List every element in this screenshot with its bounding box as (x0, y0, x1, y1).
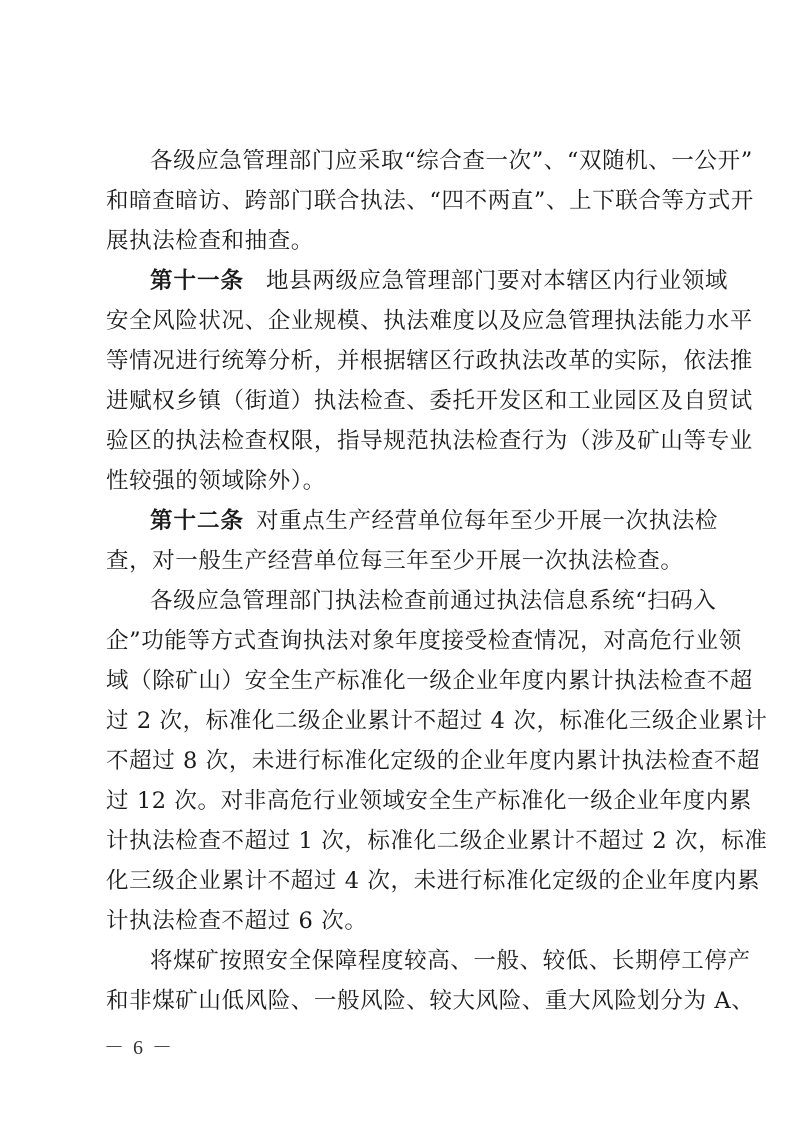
article-11-heading: 第十一条 (150, 268, 245, 294)
paragraph-line: 不超过 8 次，未进行标准化定级的企业年度内累计执法检查不超 (106, 748, 761, 774)
paragraph-line: 查，对一般生产经营单位每三年至少开展一次执法检查。 (106, 548, 684, 574)
paragraph-line: 域（除矿山）安全生产标准化一级企业年度内累计执法检查不超 (106, 668, 753, 694)
paragraph-line: 过 2 次，标准化二级企业累计不超过 4 次，标准化三级企业累计 (106, 708, 768, 734)
paragraph-line: 和暗查暗访、跨部门联合执法、“四不两直”、上下联合等方式开 (106, 188, 754, 214)
paragraph-line: 对重点生产经营单位每年至少开展一次执法检 (256, 508, 719, 534)
paragraph-line: 性较强的领域除外）。 (106, 468, 326, 494)
paragraph-line: 展执法检查和抽查。 (106, 228, 314, 254)
paragraph-line: 计执法检查不超过 1 次，标准化二级企业累计不超过 2 次，标准 (106, 828, 768, 854)
paragraph-line: 将煤矿按照安全保障程度较高、一般、较低、长期停工停产 (150, 948, 751, 974)
article-11-first-line (150, 266, 729, 296)
paragraph-line: 验区的执法检查权限，指导规范执法检查行为（涉及矿山等专业 (106, 428, 753, 454)
article-12-first-line (150, 506, 719, 536)
paragraph-line: 进赋权乡镇（街道）执法检查、委托开发区和工业园区及自贸试 (106, 388, 753, 414)
paragraph-line: 地县两级应急管理部门要对本辖区内行业领域 (266, 268, 729, 294)
paragraph-line: 各级应急管理部门执法检查前通过执法信息系统“扫码入 (150, 588, 717, 614)
paragraph-line: 化三级企业累计不超过 4 次，未进行标准化定级的企业年度内累 (106, 868, 761, 894)
page-number: － 6 － (104, 1037, 174, 1059)
paragraph-line: 企”功能等方式查询执法对象年度接受检查情况，对高危行业领 (106, 628, 742, 654)
paragraph-line: 计执法检查不超过 6 次。 (106, 908, 368, 934)
article-12-heading: 第十二条 (150, 508, 245, 534)
paragraph-line: 安全风险状况、企业规模、执法难度以及应急管理执法能力水平 (106, 308, 753, 334)
paragraph-line: 和非煤矿山低风险、一般风险、较大风险、重大风险划分为 A、 (106, 988, 755, 1014)
paragraph-line: 等情况进行统筹分析，并根据辖区行政执法改革的实际，依法推 (106, 348, 753, 374)
paragraph-line: 过 12 次。对非高危行业领域安全生产标准化一级企业年度内累 (106, 788, 752, 814)
paragraph-line: 各级应急管理部门应采取“综合查一次”、“双随机、一公开” (150, 148, 753, 174)
